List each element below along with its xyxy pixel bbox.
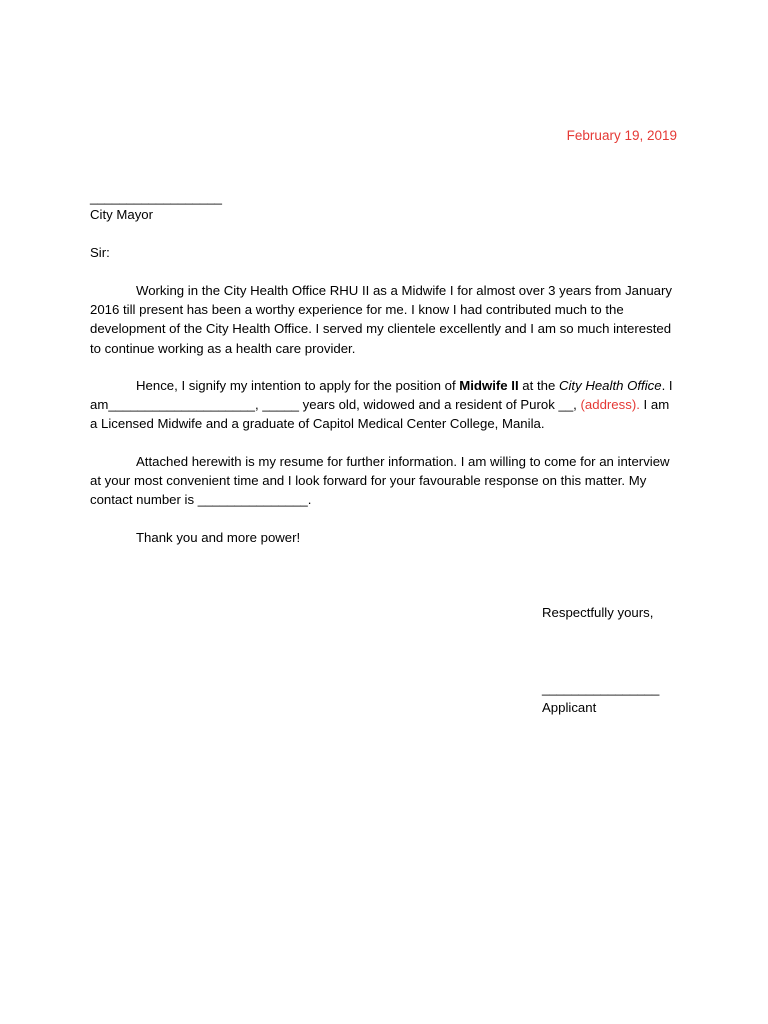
salutation: Sir: bbox=[90, 245, 110, 260]
recipient-title: City Mayor bbox=[90, 207, 154, 222]
office-name: City Health Office bbox=[558, 378, 662, 393]
position-title: Midwife II bbox=[459, 378, 519, 393]
paragraph-attachment: Attached herewith is my resume for further information. I am willing to come for an interview at your most convenient time and I look forward for your favourable response on this matter. My contact number is _______________. bbox=[90, 454, 670, 508]
complimentary-close: Respectfully yours, bbox=[542, 605, 654, 620]
letter-date: February 19, 2019 bbox=[566, 128, 677, 143]
application-text-3: . I am____________________, _____ years old, widowed and a resident of Purok __, bbox=[90, 378, 673, 413]
paragraph-experience: Working in the City Health Office RHU II as a Midwife I for almost over 3 years from January 2016 till present has been a worthy experience for me. I know I had contributed much to the development of the City Health Office. I served my clientele excellently and I am so much interested to continue working as a health care provider. bbox=[90, 283, 672, 356]
recipient-name-blank: __________________ bbox=[90, 190, 223, 205]
signature-blank: ________________ bbox=[542, 681, 660, 696]
application-text-4: I am a Licensed Midwife and a graduate of Capitol Medical Center College, Manila. bbox=[90, 397, 670, 432]
signature-title: Applicant bbox=[542, 700, 597, 715]
paragraph-application bbox=[90, 376, 680, 434]
application-text-2: at the bbox=[518, 378, 559, 393]
thanks-line: Thank you and more power! bbox=[136, 530, 301, 545]
application-text-1: Hence, I signify my intention to apply for the position of bbox=[136, 378, 460, 393]
address-placeholder: (address). bbox=[580, 397, 640, 413]
